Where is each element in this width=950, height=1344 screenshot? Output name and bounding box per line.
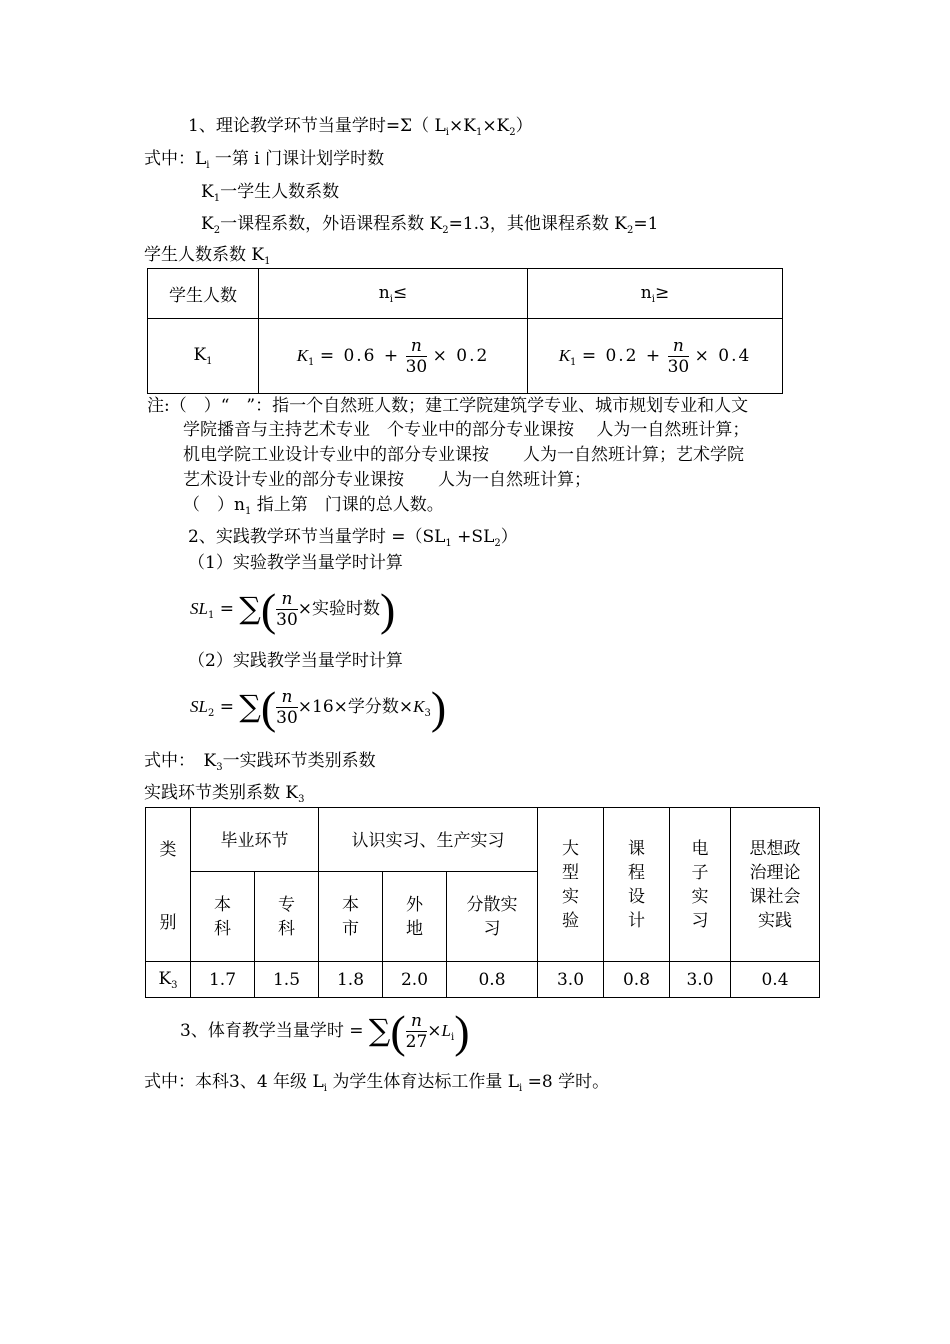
section1-title: 1、理论教学环节当量学时=Σ（ $L_i\times K_1\times K_2$） bbox=[188, 116, 533, 138]
table1-formula-1: $K_1 = 0.6$ + $\frac{n}{30}$ × 0.2 bbox=[259, 319, 528, 394]
table1-formula-2: $K_1 = 0.2$ + $\frac{n}{30}$ × 0.4 bbox=[528, 319, 783, 394]
table2-value: 1.5 bbox=[255, 962, 319, 998]
table2-value: 1.7 bbox=[191, 962, 255, 998]
table2-group-internship: 认识实习、生产实习 bbox=[319, 808, 538, 872]
table2-value: 3.0 bbox=[538, 962, 604, 998]
section2-title: 2、实践教学环节当量学时 $=(SL_1 +SL_2)$ bbox=[188, 527, 518, 549]
note-line-2: 学院播音与主持艺术专业 个专业中的部分专业课按 人为一自然班计算； bbox=[183, 420, 750, 440]
table2-value: 2.0 bbox=[383, 962, 447, 998]
section2-sub1: （1）实验教学当量学时计算 bbox=[188, 553, 403, 573]
table2-group-graduation: 毕业环节 bbox=[191, 808, 319, 872]
section2-sub2: （2）实践教学当量学时计算 bbox=[188, 651, 403, 671]
sl2-formula: $SL_2$ = ∑( $\frac{n}{30}$ ×16×学分数$\times K_3$) bbox=[190, 682, 447, 733]
note-line-3: 机电学院工业设计专业中的部分专业课按 人为一自然班计算；艺术学院 bbox=[183, 445, 744, 465]
table2-sub-benshi: 本 市 bbox=[319, 872, 383, 962]
table1-header-label: 学生人数 bbox=[148, 269, 259, 319]
sl1-formula: $SL_1$ = ∑( $\frac{n}{30}$ ×实验时数) bbox=[190, 584, 396, 635]
note-line-4: 艺术设计专业的部分专业课按 人为一自然班计算； bbox=[183, 470, 591, 490]
note-line-5: （ ）$n_1$ 指上第 门课的总人数。 bbox=[183, 495, 444, 517]
table2-row-label: $K_3$ bbox=[146, 962, 191, 998]
section3-where: 式中：本科3、4 年级 $L_i$ 为学生体育达标工作量 $L_i =8$ 学时。 bbox=[144, 1072, 610, 1094]
table2-caption: 实践环节类别系数 $K_3$ bbox=[144, 783, 305, 805]
table2-col-ideology: 思想政 治理论 课社会 实践 bbox=[731, 808, 820, 962]
table2-value: 3.0 bbox=[670, 962, 731, 998]
table1-caption: 学生人数系数 $K_1$ bbox=[144, 245, 271, 267]
table2-col-big-experiment: 大 型 实 验 bbox=[538, 808, 604, 962]
note-line-1: 注:（ ）“ ”：指一个自然班人数；建工学院建筑学专业、城市规划专业和人文 bbox=[147, 396, 749, 416]
table2-value: 0.8 bbox=[604, 962, 670, 998]
table2-sub-benke: 本 科 bbox=[191, 872, 255, 962]
table2-corner: 类 别 bbox=[146, 808, 191, 962]
table2-col-course-design: 课 程 设 计 bbox=[604, 808, 670, 962]
section1-where: 式中：$L_i$ 一第 i 门课计划学时数 bbox=[144, 149, 385, 171]
student-coefficient-table bbox=[147, 268, 783, 394]
table2-sub-fensan: 分散实 习 bbox=[447, 872, 538, 962]
table2-value: 0.4 bbox=[731, 962, 820, 998]
table2-col-electronics: 电 子 实 习 bbox=[670, 808, 731, 962]
table2-sub-waidi: 外 地 bbox=[383, 872, 447, 962]
table1-header-col1: $n_i\le$ bbox=[259, 269, 528, 319]
table1-header-col2: $n_i\ge$ bbox=[528, 269, 783, 319]
practice-coefficient-table bbox=[145, 807, 820, 998]
section2-where: 式中： $K_3$一实践环节类别系数 bbox=[144, 751, 376, 773]
table1-row-label: $K_1$ bbox=[148, 319, 259, 394]
k1-definition: $K_1$一学生人数系数 bbox=[201, 182, 340, 204]
section3-formula: 3、体育教学当量学时 = ∑( $\frac{n}{27}$ $\times L_i$) bbox=[180, 1006, 470, 1057]
table2-sub-zhuanke: 专 科 bbox=[255, 872, 319, 962]
k2-definition: $K_2$一课程系数，外语课程系数 $K_2=1.3$，其他课程系数 $K_2=1$ bbox=[201, 214, 659, 236]
table2-value: 1.8 bbox=[319, 962, 383, 998]
table2-value: 0.8 bbox=[447, 962, 538, 998]
